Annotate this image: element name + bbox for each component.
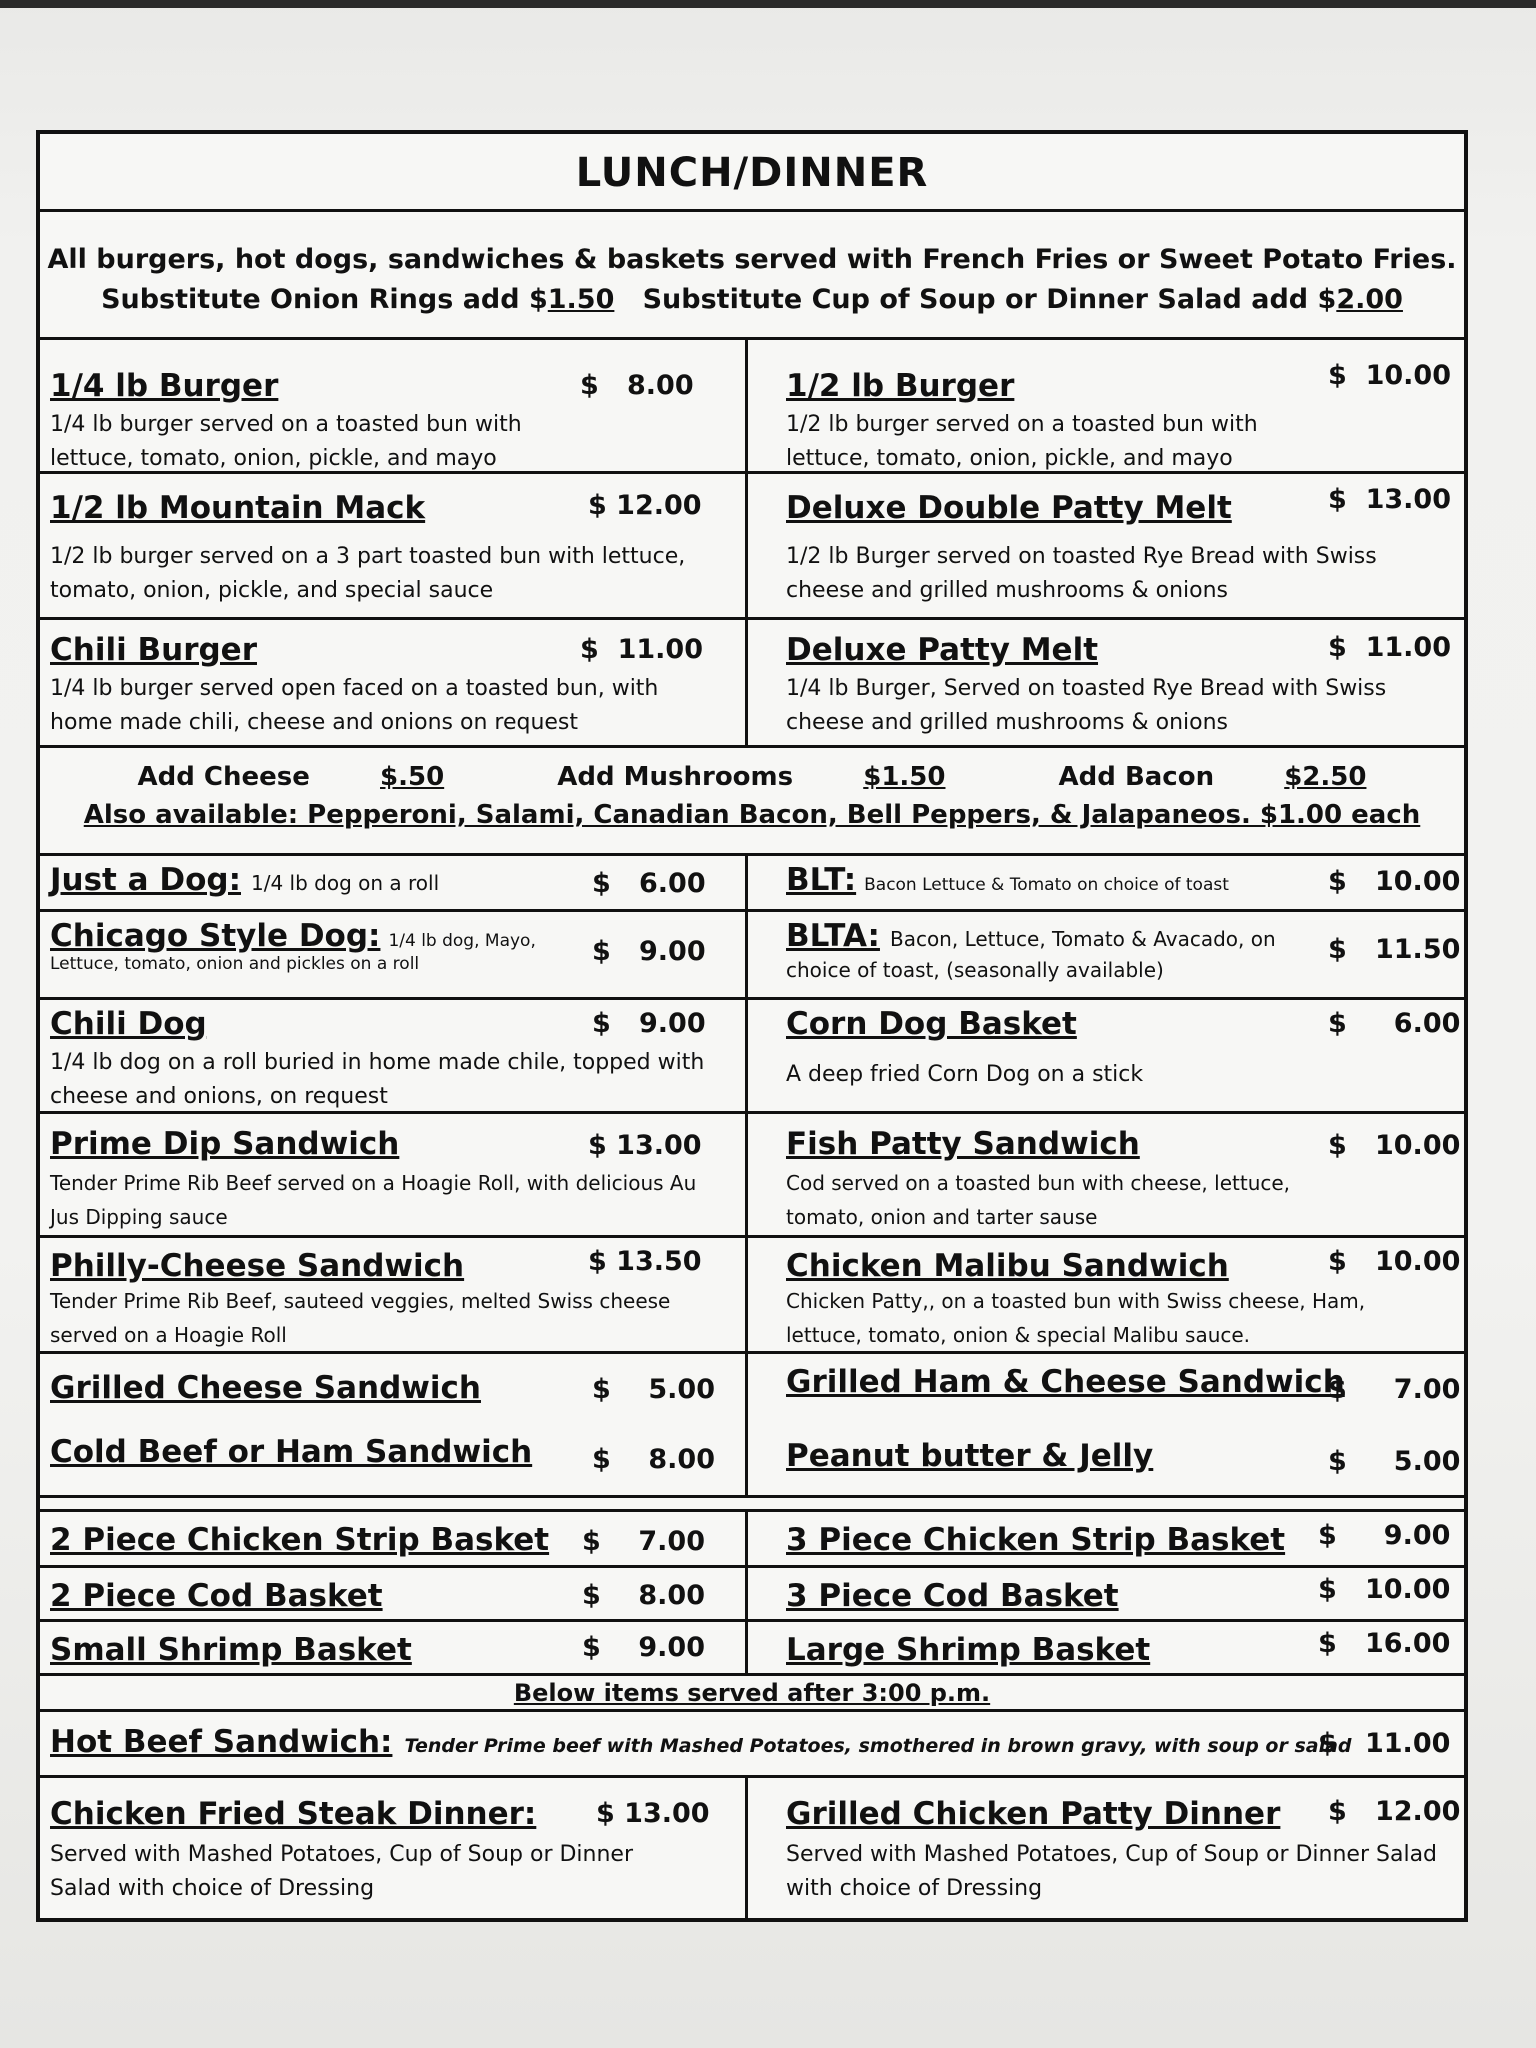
menu-item-chicago-dog (40, 912, 748, 997)
menu-item-patty-melt (748, 620, 1472, 745)
menu-item-three-cod (748, 1568, 1472, 1619)
menu-item-just-dog (40, 856, 748, 909)
item-name: Philly-Cheese Sandwich (50, 1248, 465, 1284)
burger-row-1 (40, 340, 1464, 474)
item-name: Peanut butter & Jelly (786, 1438, 1154, 1474)
item-name: Fish Patty Sandwich (786, 1126, 1140, 1162)
item-name: Chili Burger (50, 632, 257, 668)
item-desc: 1/4 lb dog, Mayo, (388, 931, 536, 951)
item-name: 1/2 lb Burger (786, 368, 1015, 404)
item-desc: Chicken Patty,, on a toasted bun with Swiss cheese, Ham, lettuce, tomato, onion & special Malibu sauce. (786, 1289, 1366, 1347)
item-price: $ 13.00 (1328, 484, 1451, 515)
basket-row-3 (40, 1622, 1464, 1676)
sandwich-row-2 (40, 1238, 1464, 1354)
onion-rings-label: Substitute Onion Rings add $ (101, 284, 548, 315)
item-desc: Bacon, Lettuce, Tomato & Avacado, on (889, 927, 1276, 951)
item-price: $ 9.00 (582, 1632, 706, 1663)
item-price: $ 7.00 (582, 1526, 706, 1557)
menu-item-chili-dog (40, 1000, 748, 1111)
menu-item-malibu (748, 1238, 1472, 1351)
item-desc: Bacon Lettuce & Tomato on choice of toast (864, 875, 1229, 895)
item-desc: 1/4 lb Burger, Served on toasted Rye Bread with Swiss cheese and grilled mushrooms & onions (786, 676, 1387, 735)
soup-salad-label: Substitute Cup of Soup or Dinner Salad add $ (642, 284, 1337, 315)
menu-item-two-strip (40, 1512, 748, 1565)
item-price: $ 11.00 (580, 634, 703, 665)
item-name: 1/4 lb Burger (50, 368, 279, 404)
item-name: Small Shrimp Basket (50, 1632, 412, 1668)
item-desc: Served with Mashed Potatoes, Cup of Soup or Dinner Salad with choice of Dressing (50, 1842, 634, 1901)
item-name: Chili Dog (50, 1006, 207, 1042)
item-name: 2 Piece Cod Basket (50, 1578, 383, 1614)
item-price: $ 8.00 (580, 370, 694, 401)
item-name: Large Shrimp Basket (786, 1632, 1151, 1668)
item-desc-2: choice of toast, (seasonally available) (786, 958, 1164, 982)
item-price: $ 10.00 (1328, 866, 1461, 897)
dog-row-1 (40, 856, 1464, 912)
item-price: $ 6.00 (1328, 1008, 1461, 1039)
item-name: Grilled Ham & Cheese Sandwich (786, 1364, 1345, 1400)
item-price: $ 13.00 (596, 1798, 710, 1829)
item-price: $ 10.00 (1328, 360, 1451, 391)
item-price: $ 13.50 (588, 1246, 702, 1277)
item-name: Cold Beef or Ham Sandwich (50, 1434, 533, 1470)
item-name: 3 Piece Chicken Strip Basket (786, 1522, 1286, 1558)
onion-rings-price: 1.50 (547, 284, 615, 315)
item-name: 2 Piece Chicken Strip Basket (50, 1522, 550, 1558)
item-name: Chicken Fried Steak Dinner: (50, 1796, 537, 1832)
item-price: $ 5.00 (592, 1374, 716, 1405)
menu-item-prime-dip (40, 1114, 748, 1235)
menu-item-quarter-burger (40, 340, 748, 471)
menu-item-ham-cheese (758, 1360, 1462, 1424)
item-name: Prime Dip Sandwich (50, 1126, 400, 1162)
item-desc: 1/4 lb dog on a roll (251, 871, 440, 895)
after-3pm-note: Below items served after 3:00 p.m. (40, 1676, 1464, 1712)
simple-sandwiches-right (748, 1354, 1472, 1495)
item-price: $ 10.00 (1328, 1246, 1461, 1277)
item-price: $ 10.00 (1318, 1574, 1451, 1605)
item-desc: 1/4 lb dog on a roll buried in home made chile, topped with cheese and onions, on request (50, 1050, 705, 1109)
menu-item-chicken-fried-steak (40, 1778, 748, 1920)
item-price: $ 11.00 (1328, 632, 1451, 663)
item-price: $ 11.50 (1328, 934, 1461, 965)
item-desc: A deep fried Corn Dog on a stick (786, 1062, 1144, 1087)
dog-row-3 (40, 1000, 1464, 1114)
item-price: $ 7.00 (1328, 1374, 1461, 1405)
menu-item-cold-beef (50, 1424, 735, 1488)
also-available: Also available: Pepperoni, Salami, Canadian Bacon, Bell Peppers, & Jalapaneos. $1.00 each (83, 800, 1421, 830)
item-name: Chicago Style Dog: (50, 918, 381, 954)
item-name: Just a Dog: (50, 862, 241, 898)
item-name: Grilled Cheese Sandwich (50, 1370, 481, 1406)
item-price: $ 9.00 (592, 936, 706, 967)
item-price: $ 10.00 (1328, 1130, 1461, 1161)
item-name: 1/2 lb Mountain Mack (50, 490, 426, 526)
sides-note-line1: All burgers, hot dogs, sandwiches & baskets served with French Fries or Sweet Potato Fries. (47, 244, 1457, 275)
menu-item-blta (748, 912, 1472, 997)
item-name: Deluxe Patty Melt (786, 632, 1099, 668)
addon-mushrooms: Add Mushrooms $1.50 (557, 762, 946, 792)
menu-item-half-burger (748, 340, 1472, 471)
item-name: BLTA: (786, 918, 880, 954)
burger-row-3 (40, 620, 1464, 748)
item-price: $ 13.00 (588, 1130, 702, 1161)
menu-item-double-patty-melt (748, 474, 1472, 617)
menu-sheet (36, 130, 1468, 1922)
item-desc: 1/2 lb burger served on a 3 part toasted bun with lettuce, tomato, onion, pickle, and special sauce (50, 544, 686, 603)
menu-item-three-strip (748, 1512, 1472, 1565)
item-price: $ 12.00 (1328, 1796, 1461, 1827)
sandwich-row-3 (40, 1354, 1464, 1498)
sides-note (40, 212, 1464, 340)
menu-item-blt (748, 856, 1472, 909)
top-shadow (0, 0, 1536, 8)
soup-salad-price: 2.00 (1336, 284, 1403, 315)
item-desc-2: Lettuce, tomato, onion and pickles on a roll (50, 954, 420, 974)
basket-row-1 (40, 1512, 1464, 1568)
menu-item-grilled-chicken-patty (748, 1778, 1472, 1920)
addons-box (40, 748, 1464, 856)
simple-sandwiches-left (40, 1354, 748, 1495)
item-name: Hot Beef Sandwich: (50, 1724, 393, 1760)
item-price: $ 5.00 (1328, 1446, 1461, 1477)
item-price: $ 16.00 (1318, 1628, 1451, 1659)
item-desc: 1/4 lb burger served open faced on a toasted bun, with home made chili, cheese and onions on request (50, 676, 659, 735)
menu-item-philly (40, 1238, 748, 1351)
item-name: BLT: (786, 862, 857, 898)
menu-item-small-shrimp (40, 1622, 748, 1673)
menu-item-two-cod (40, 1568, 748, 1619)
item-desc: Cod served on a toasted bun with cheese, lettuce, tomato, onion and tarter sause (786, 1171, 1291, 1229)
menu-title: LUNCH/DINNER (40, 134, 1464, 212)
menu-item-hot-beef (40, 1712, 1464, 1778)
item-name: Chicken Malibu Sandwich (786, 1248, 1229, 1284)
menu-item-pbj (758, 1424, 1462, 1488)
item-price: $ 9.00 (1318, 1520, 1451, 1551)
item-name: Deluxe Double Patty Melt (786, 490, 1232, 526)
menu-item-mountain-mack (40, 474, 748, 617)
item-desc: 1/4 lb burger served on a toasted bun with lettuce, tomato, onion, pickle, and mayo (50, 412, 522, 471)
menu-item-chili-burger (40, 620, 748, 745)
item-price: $ 8.00 (582, 1580, 706, 1611)
item-price: $ 6.00 (592, 868, 706, 899)
dog-row-2 (40, 912, 1464, 1000)
menu-item-grilled-cheese (50, 1360, 735, 1424)
menu-item-corn-dog (748, 1000, 1472, 1111)
item-desc: Served with Mashed Potatoes, Cup of Soup or Dinner Salad with choice of Dressing (786, 1842, 1438, 1901)
item-desc: 1/2 lb burger served on a toasted bun with lettuce, tomato, onion, pickle, and mayo (786, 412, 1258, 471)
item-price: $ 8.00 (592, 1444, 716, 1475)
dinner-row (40, 1778, 1464, 1920)
item-desc: 1/2 lb Burger served on toasted Rye Bread with Swiss cheese and grilled mushrooms & onions (786, 544, 1377, 603)
item-price: $ 9.00 (592, 1008, 706, 1039)
item-desc: Tender Prime Rib Beef, sauteed veggies, melted Swiss cheese served on a Hoagie Roll (50, 1289, 671, 1347)
section-gap (40, 1498, 1464, 1512)
addon-bacon: Add Bacon $2.50 (1058, 762, 1367, 792)
addon-cheese: Add Cheese $.50 (137, 762, 445, 792)
item-name: Corn Dog Basket (786, 1006, 1077, 1042)
item-price: $ 11.00 (1318, 1728, 1451, 1759)
sandwich-row-1 (40, 1114, 1464, 1238)
sides-note-line2 (40, 280, 1464, 320)
item-desc: Tender Prime Rib Beef served on a Hoagie Roll, with delicious Au Jus Dipping sauce (50, 1171, 697, 1229)
item-desc: Tender Prime beef with Mashed Potatoes, smothered in brown gravy, with soup or salad (404, 1735, 1352, 1757)
item-name: Grilled Chicken Patty Dinner (786, 1796, 1281, 1832)
basket-row-2 (40, 1568, 1464, 1622)
menu-item-fish-patty (748, 1114, 1472, 1235)
menu-item-large-shrimp (748, 1622, 1472, 1673)
item-name: 3 Piece Cod Basket (786, 1578, 1119, 1614)
item-price: $ 12.00 (588, 490, 702, 521)
burger-row-2 (40, 474, 1464, 620)
